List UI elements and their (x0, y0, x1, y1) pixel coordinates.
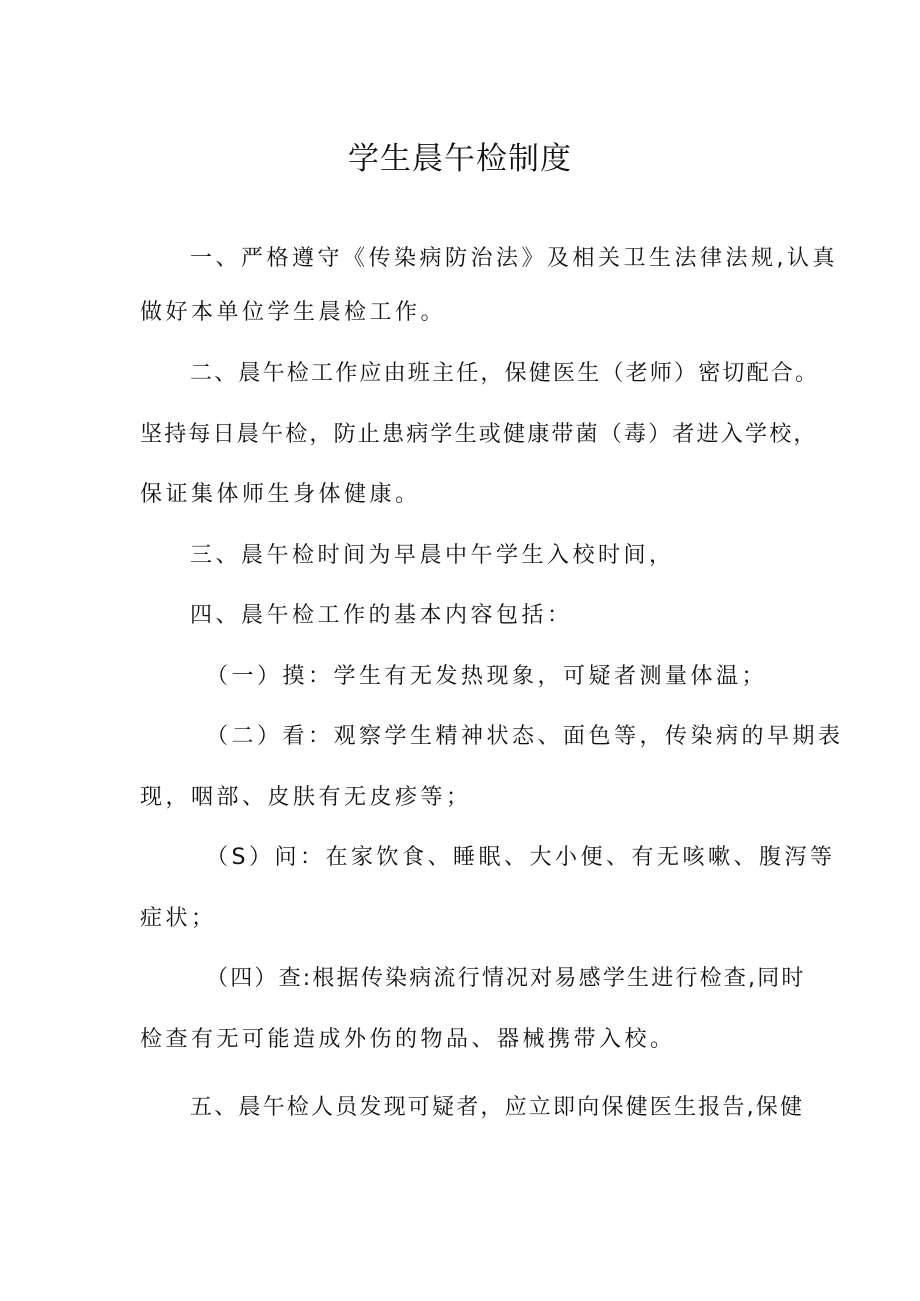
item-3-line-1: （S）问：在家饮食、睡眠、大小便、有无咳嗽、腹泻等 (206, 845, 836, 870)
document-title: 学生晨午检制度 (348, 141, 572, 177)
item-4-line-2: 检查有无可能造成外伤的物品、器械携带入校。 (140, 1027, 676, 1052)
paragraph-1-line-2: 做好本单位学生晨检工作。 (140, 300, 447, 325)
paragraph-1-line-1: 一、严格遵守《传染病防治法》及相关卫生法律法规,认真 (190, 246, 838, 271)
paragraph-2-line-2: 坚持每日晨午检，防止患病学生或健康带菌（毒）者进入学校， (140, 422, 818, 447)
paragraph-3-line-1: 三、晨午检时间为早晨中午学生入校时间， (190, 543, 675, 568)
item-3-line-2: 症状； (140, 906, 217, 931)
paragraph-2-line-3: 保证集体师生身体健康。 (140, 482, 421, 507)
paragraph-5-line-1: 五、晨午检人员发现可疑者，应立即向保健医生报告,保健 (190, 1095, 805, 1120)
paragraph-2-line-1: 二、晨午检工作应由班主任，保健医生（老师）密切配合。 (190, 361, 820, 386)
item-4-line-1: （四）查:根据传染病流行情况对易感学生进行检查,同时 (206, 966, 806, 991)
item-2-line-2: 现，咽部、皮肤有无皮疹等； (140, 785, 472, 810)
item-1-line-1: （一）摸：学生有无发热现象，可疑者测量体温； (206, 664, 768, 689)
item-2-line-1: （二）看：观察学生精神状态、面色等，传染病的早期表 (206, 724, 844, 749)
paragraph-4-line-1: 四、晨午检工作的基本内容包括： (190, 603, 573, 628)
